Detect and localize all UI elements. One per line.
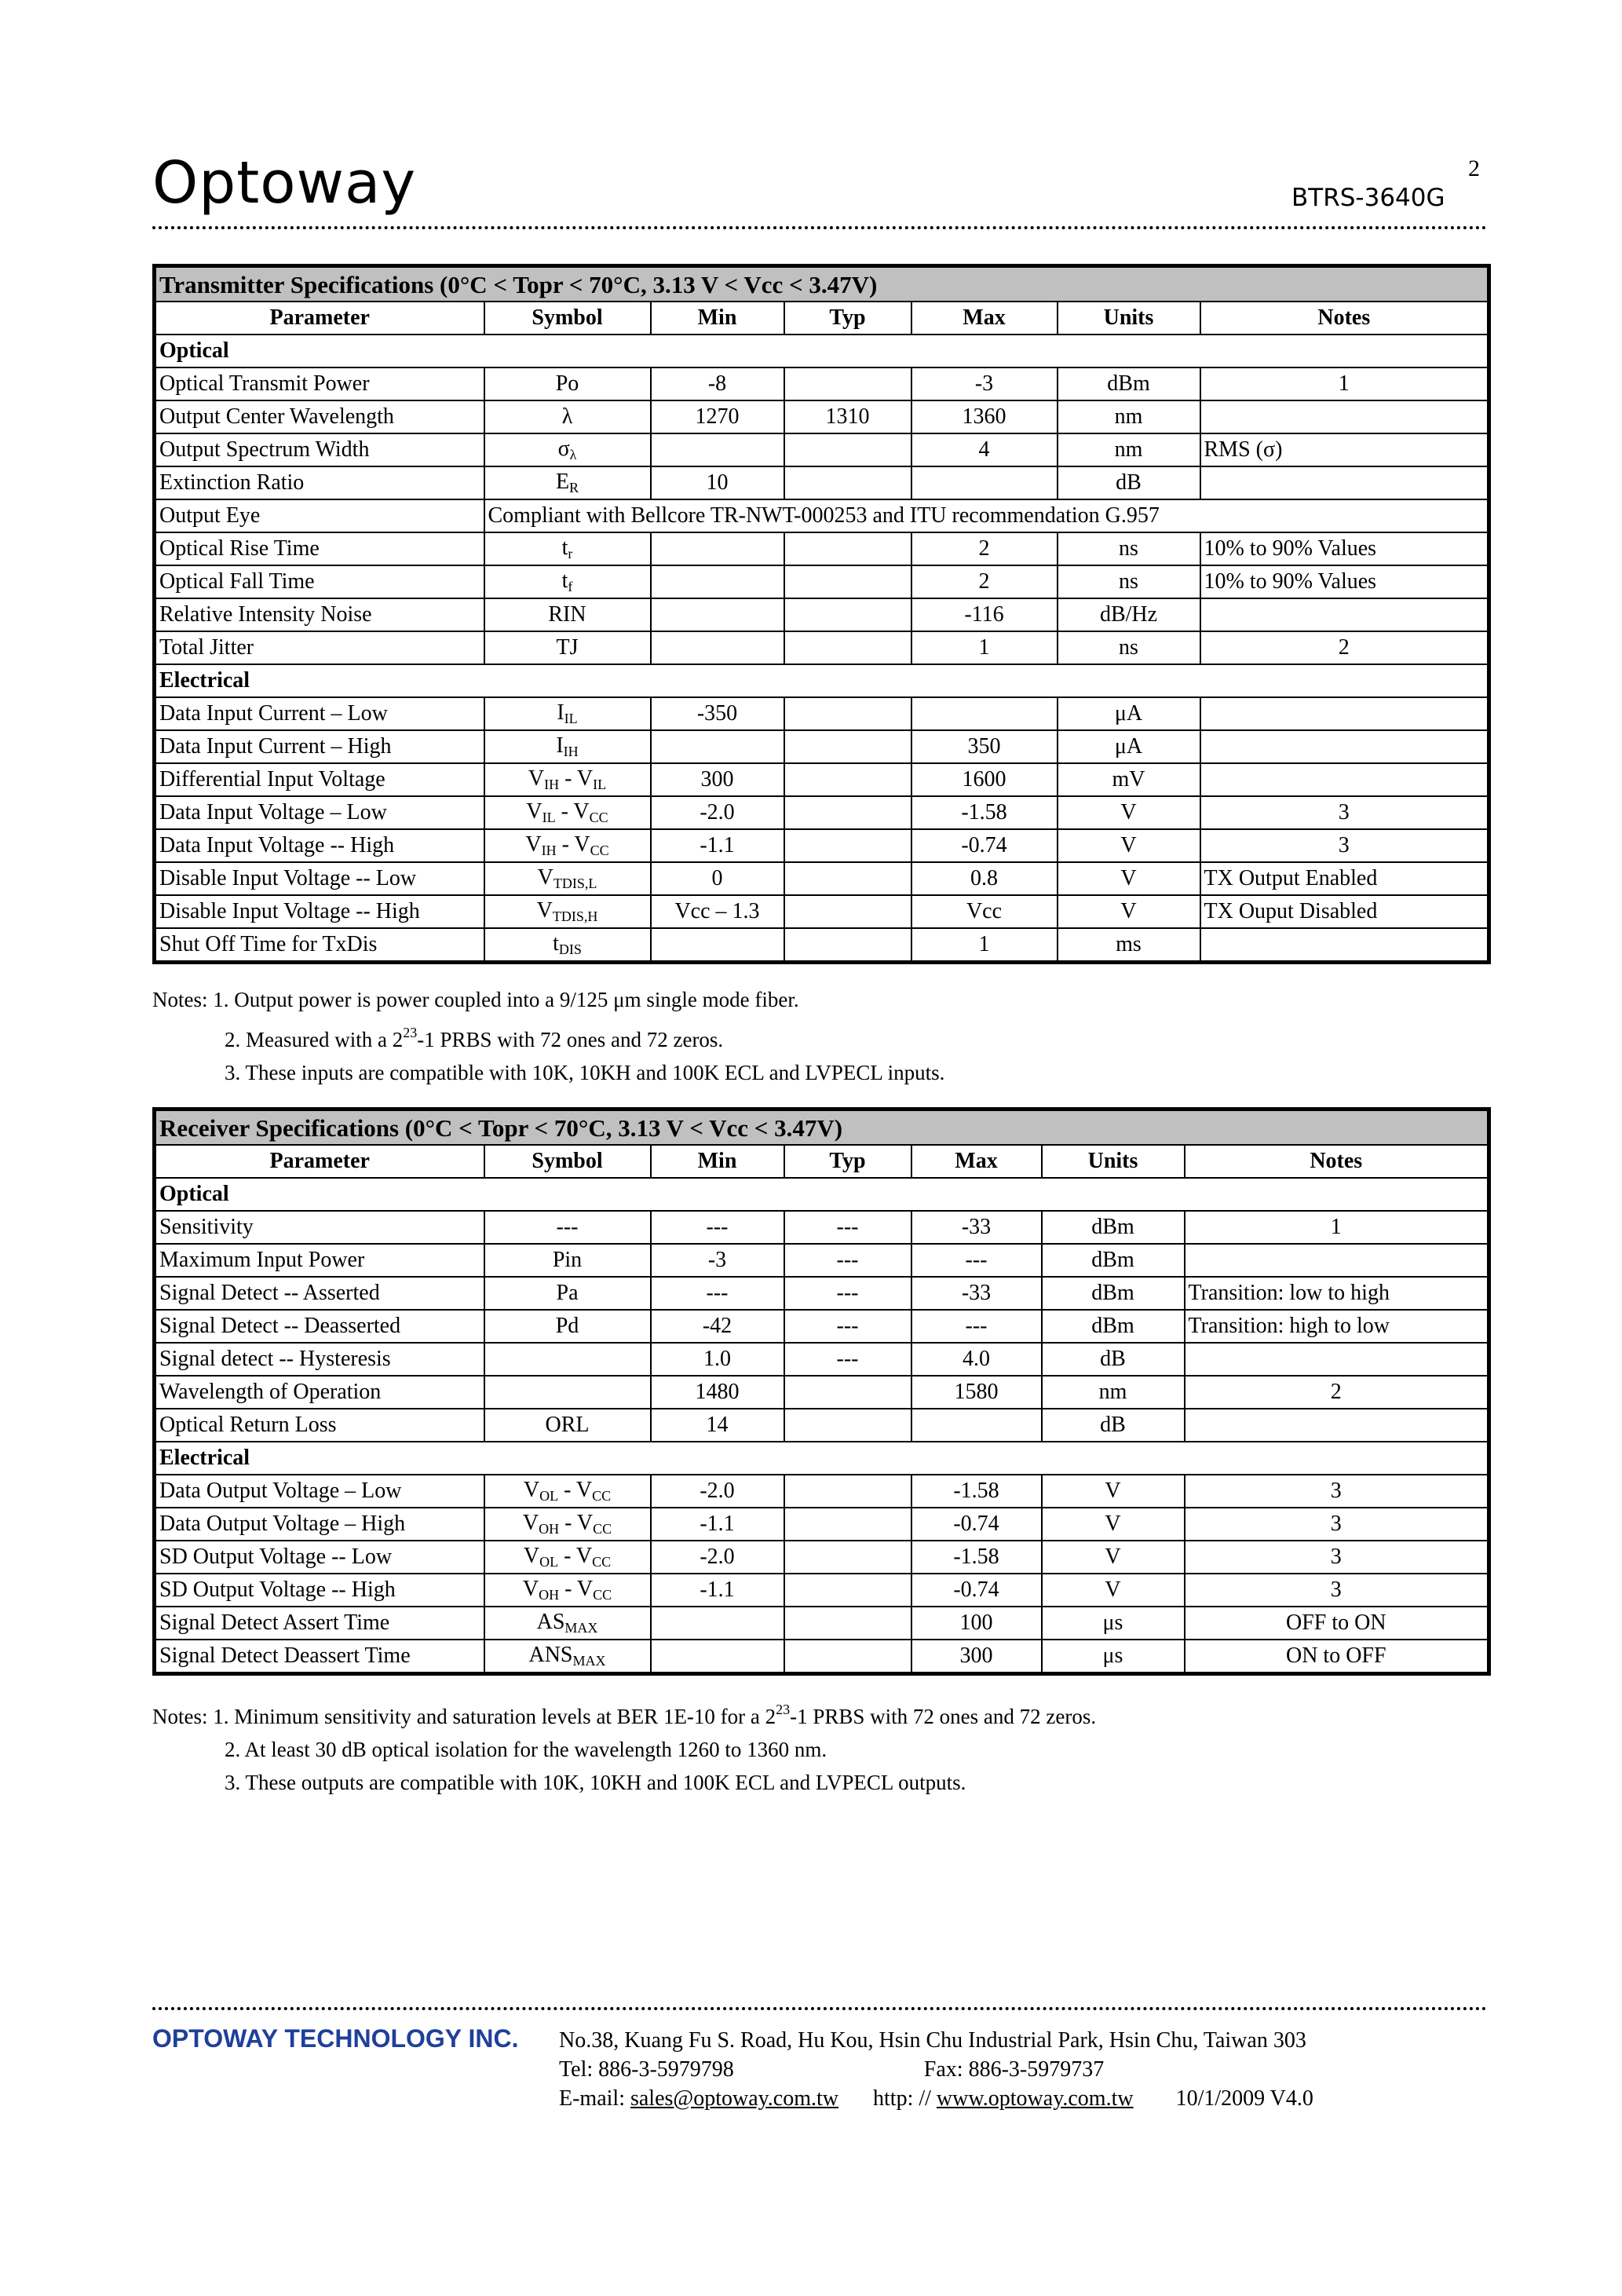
symbol-cell: $ANS_{MAX}$ xyxy=(484,1640,651,1674)
table-row xyxy=(155,1211,1489,1244)
parameter-cell: Shut Off Time for TxDis xyxy=(155,928,484,963)
column-header: Units xyxy=(1042,1145,1185,1178)
max-cell: -1.58 xyxy=(911,796,1058,829)
units-cell: ns xyxy=(1058,532,1200,565)
notes-cell: 3 xyxy=(1185,1475,1489,1508)
units-cell: ns xyxy=(1058,565,1200,598)
symbol-cell: $V_{IL} - V_{CC}$ xyxy=(484,796,651,829)
max-cell: 1360 xyxy=(911,400,1058,433)
parameter-cell: Maximum Input Power xyxy=(155,1244,484,1277)
section-label: Optical xyxy=(155,1178,1489,1211)
notes-cell: 2 xyxy=(1185,1376,1489,1409)
symbol-cell: Pa xyxy=(484,1277,651,1310)
table-row xyxy=(155,631,1489,664)
parameter-cell: Differential Input Voltage xyxy=(155,763,484,796)
units-cell: V xyxy=(1058,829,1200,862)
min-cell xyxy=(651,1640,784,1674)
symbol-cell: $V_{OH} - V_{CC}$ xyxy=(484,1508,651,1541)
units-cell: ms xyxy=(1058,928,1200,963)
min-cell xyxy=(651,631,784,664)
units-cell: V xyxy=(1058,796,1200,829)
column-header: Symbol xyxy=(484,302,651,335)
symbol-cell: $V_{OH} - V_{CC}$ xyxy=(484,1574,651,1607)
units-cell: V xyxy=(1042,1475,1185,1508)
min-cell xyxy=(651,532,784,565)
parameter-cell: Data Input Current – Low xyxy=(155,697,484,730)
column-header: Typ xyxy=(784,302,911,335)
notes-cell: ON to OFF xyxy=(1185,1640,1489,1674)
typ-cell xyxy=(784,895,911,928)
column-header: Min xyxy=(651,302,784,335)
units-cell: mV xyxy=(1058,763,1200,796)
symbol-cell: ORL xyxy=(484,1409,651,1442)
footer-tel: Tel: 886-3-5979798 xyxy=(559,2057,734,2082)
symbol-cell: $I_{IL}$ xyxy=(484,697,651,730)
table-row xyxy=(155,499,1489,532)
table-title: Transmitter Specifications (0°C < Topr < 70°C, 3.13 V < Vcc < 3.47V) xyxy=(155,266,1489,302)
min-cell xyxy=(651,565,784,598)
max-cell: -0.74 xyxy=(911,829,1058,862)
max-cell: -33 xyxy=(911,1277,1042,1310)
notes-cell xyxy=(1200,928,1489,963)
max-cell: 2 xyxy=(911,565,1058,598)
min-cell: 1270 xyxy=(651,400,784,433)
symbol-cell: $I_{IH}$ xyxy=(484,730,651,763)
notes-cell xyxy=(1200,598,1489,631)
typ-cell: --- xyxy=(784,1343,911,1376)
column-header: Parameter xyxy=(155,1145,484,1178)
parameter-cell: Extinction Ratio xyxy=(155,466,484,499)
symbol-cell: $V_{TDIS,L}$ xyxy=(484,862,651,895)
column-header: Notes xyxy=(1185,1145,1489,1178)
symbol-cell: $E_R$ xyxy=(484,466,651,499)
units-cell: V xyxy=(1058,895,1200,928)
column-header: Parameter xyxy=(155,302,484,335)
typ-cell xyxy=(784,1409,911,1442)
min-cell xyxy=(651,598,784,631)
table-row xyxy=(155,829,1489,862)
typ-cell xyxy=(784,928,911,963)
symbol-cell xyxy=(484,1376,651,1409)
min-cell: 14 xyxy=(651,1409,784,1442)
parameter-cell: Data Input Voltage -- High xyxy=(155,829,484,862)
footer-divider xyxy=(152,2007,1487,2010)
note-line: 2. Measured with a $2^{23}-1$ PRBS with 72 ones and 72 zeros. xyxy=(225,1025,724,1051)
header-divider xyxy=(152,226,1487,229)
parameter-cell: Signal Detect -- Asserted xyxy=(155,1277,484,1310)
units-cell: dBm xyxy=(1042,1310,1185,1343)
table-header-row xyxy=(155,302,1489,335)
notes-cell xyxy=(1185,1343,1489,1376)
parameter-cell: Relative Intensity Noise xyxy=(155,598,484,631)
column-header: Min xyxy=(651,1145,784,1178)
footer-company-name: OPTOWAY TECHNOLOGY INC. xyxy=(152,2024,519,2053)
column-header: Typ xyxy=(784,1145,911,1178)
max-cell: 2 xyxy=(911,532,1058,565)
typ-cell xyxy=(784,1640,911,1674)
table-row xyxy=(155,1475,1489,1508)
notes-cell: 2 xyxy=(1200,631,1489,664)
parameter-cell: Optical Fall Time xyxy=(155,565,484,598)
max-cell: Vcc xyxy=(911,895,1058,928)
section-label: Optical xyxy=(155,335,1489,367)
notes-cell: 10% to 90% Values xyxy=(1200,565,1489,598)
notes-cell: 10% to 90% Values xyxy=(1200,532,1489,565)
transmitter-spec-table xyxy=(152,264,1491,964)
units-cell: V xyxy=(1042,1541,1185,1574)
parameter-cell: Optical Rise Time xyxy=(155,532,484,565)
table-row xyxy=(155,1277,1489,1310)
note-line: Notes: 1. Minimum sensitivity and saturation levels at BER 1E-10 for a $2^{23}-1$ PRBS with 72 ones and 72 zeros. xyxy=(152,1702,1097,1728)
typ-cell xyxy=(784,1508,911,1541)
parameter-cell: Signal Detect Assert Time xyxy=(155,1607,484,1640)
footer-date-version: 10/1/2009 V4.0 xyxy=(1175,2086,1313,2111)
typ-cell xyxy=(784,1376,911,1409)
symbol-cell: $t_r$ xyxy=(484,532,651,565)
column-header: Symbol xyxy=(484,1145,651,1178)
parameter-cell: Total Jitter xyxy=(155,631,484,664)
notes-cell: OFF to ON xyxy=(1185,1607,1489,1640)
section-header-row xyxy=(155,335,1489,367)
max-cell: -116 xyxy=(911,598,1058,631)
symbol-cell: $V_{IH} - V_{CC}$ xyxy=(484,829,651,862)
symbol-cell: $t_{DIS}$ xyxy=(484,928,651,963)
units-cell: ns xyxy=(1058,631,1200,664)
table-row xyxy=(155,1376,1489,1409)
max-cell: 4 xyxy=(911,433,1058,466)
notes-cell xyxy=(1200,763,1489,796)
typ-cell xyxy=(784,466,911,499)
parameter-cell: Sensitivity xyxy=(155,1211,484,1244)
typ-cell xyxy=(784,1607,911,1640)
typ-cell xyxy=(784,565,911,598)
units-cell: nm xyxy=(1058,433,1200,466)
max-cell: 1 xyxy=(911,928,1058,963)
table-row xyxy=(155,1640,1489,1674)
notes-cell: RMS (σ) xyxy=(1200,433,1489,466)
notes-cell: 3 xyxy=(1185,1574,1489,1607)
receiver-notes xyxy=(152,1693,1096,1799)
parameter-cell: SD Output Voltage -- Low xyxy=(155,1541,484,1574)
min-cell: -1.1 xyxy=(651,1574,784,1607)
footer-address: No.38, Kuang Fu S. Road, Hu Kou, Hsin Chu Industrial Park, Hsin Chu, Taiwan 303 xyxy=(559,2028,1306,2053)
parameter-cell: Optical Transmit Power xyxy=(155,367,484,400)
table-row xyxy=(155,367,1489,400)
table-row xyxy=(155,1409,1489,1442)
parameter-cell: Output Center Wavelength xyxy=(155,400,484,433)
units-cell: μA xyxy=(1058,730,1200,763)
notes-cell xyxy=(1200,466,1489,499)
max-cell: -0.74 xyxy=(911,1574,1042,1607)
typ-cell: --- xyxy=(784,1310,911,1343)
max-cell: -33 xyxy=(911,1211,1042,1244)
notes-cell: TX Output Enabled xyxy=(1200,862,1489,895)
units-cell: dBm xyxy=(1058,367,1200,400)
parameter-cell: Signal detect -- Hysteresis xyxy=(155,1343,484,1376)
typ-cell xyxy=(784,763,911,796)
min-cell: -42 xyxy=(651,1310,784,1343)
min-cell xyxy=(651,928,784,963)
notes-cell xyxy=(1185,1409,1489,1442)
parameter-cell: Signal Detect Deassert Time xyxy=(155,1640,484,1674)
notes-cell: TX Ouput Disabled xyxy=(1200,895,1489,928)
units-cell: V xyxy=(1042,1574,1185,1607)
notes-cell: 3 xyxy=(1185,1541,1489,1574)
symbol-cell: Po xyxy=(484,367,651,400)
symbol-cell: $V_{OL} - V_{CC}$ xyxy=(484,1475,651,1508)
table-row xyxy=(155,532,1489,565)
symbol-cell: $\sigma_\lambda$ xyxy=(484,433,651,466)
note-line: 3. These inputs are compatible with 10K, 10KH and 100K ECL and LVPECL inputs. xyxy=(225,1061,945,1084)
max-cell: 4.0 xyxy=(911,1343,1042,1376)
units-cell: nm xyxy=(1058,400,1200,433)
note-line: 3. These outputs are compatible with 10K, 10KH and 100K ECL and LVPECL outputs. xyxy=(225,1771,966,1794)
table-row xyxy=(155,1310,1489,1343)
footer-fax: Fax: 886-3-5979737 xyxy=(923,2057,1105,2082)
symbol-cell: λ xyxy=(484,400,651,433)
min-cell: 10 xyxy=(651,466,784,499)
typ-cell xyxy=(784,433,911,466)
min-cell: Vcc – 1.3 xyxy=(651,895,784,928)
typ-cell xyxy=(784,1541,911,1574)
parameter-cell: Disable Input Voltage -- Low xyxy=(155,862,484,895)
parameter-cell: Signal Detect -- Deasserted xyxy=(155,1310,484,1343)
table-row xyxy=(155,598,1489,631)
parameter-cell: Optical Return Loss xyxy=(155,1409,484,1442)
symbol-cell: $AS_{MAX}$ xyxy=(484,1607,651,1640)
min-cell xyxy=(651,730,784,763)
footer-contact: No.38, Kuang Fu S. Road, Hu Kou, Hsin Chu Industrial Park, Hsin Chu, Taiwan 303 Tel: 886-3-5979798 Fax: 886-3-5979737 E-mail: sales@optoway.com.tw http: // www.optoway.com.tw 10/1/2009 V4.0 xyxy=(559,2026,1313,2113)
receiver-spec-table xyxy=(152,1107,1491,1676)
typ-cell xyxy=(784,730,911,763)
typ-cell xyxy=(784,1574,911,1607)
symbol-cell: RIN xyxy=(484,598,651,631)
column-header: Units xyxy=(1058,302,1200,335)
min-cell: 0 xyxy=(651,862,784,895)
symbol-cell: $V_{OL} - V_{CC}$ xyxy=(484,1541,651,1574)
notes-cell: 3 xyxy=(1185,1508,1489,1541)
max-cell: 300 xyxy=(911,1640,1042,1674)
max-cell: --- xyxy=(911,1310,1042,1343)
notes-cell xyxy=(1200,697,1489,730)
table-row xyxy=(155,1508,1489,1541)
min-cell: -1.1 xyxy=(651,829,784,862)
min-cell xyxy=(651,1607,784,1640)
parameter-cell: Output Eye xyxy=(155,499,484,532)
typ-cell xyxy=(784,532,911,565)
table-row xyxy=(155,862,1489,895)
typ-cell: 1310 xyxy=(784,400,911,433)
units-cell: μs xyxy=(1042,1640,1185,1674)
typ-cell xyxy=(784,829,911,862)
table-row xyxy=(155,1244,1489,1277)
table-row xyxy=(155,433,1489,466)
notes-cell: Transition: low to high xyxy=(1185,1277,1489,1310)
table-row xyxy=(155,565,1489,598)
min-cell xyxy=(651,433,784,466)
min-cell: -1.1 xyxy=(651,1508,784,1541)
symbol-cell: Pd xyxy=(484,1310,651,1343)
typ-cell xyxy=(784,631,911,664)
typ-cell xyxy=(784,1475,911,1508)
column-header: Notes xyxy=(1200,302,1489,335)
model-number: BTRS-3640G xyxy=(1291,184,1445,212)
min-cell: -3 xyxy=(651,1244,784,1277)
units-cell: dB xyxy=(1042,1409,1185,1442)
notes-cell: Transition: high to low xyxy=(1185,1310,1489,1343)
parameter-cell: Data Output Voltage – Low xyxy=(155,1475,484,1508)
max-cell: --- xyxy=(911,1244,1042,1277)
typ-cell xyxy=(784,697,911,730)
column-header: Max xyxy=(911,1145,1042,1178)
symbol-cell: $V_{TDIS,H}$ xyxy=(484,895,651,928)
min-cell: 1480 xyxy=(651,1376,784,1409)
max-cell: 1600 xyxy=(911,763,1058,796)
table-row xyxy=(155,1574,1489,1607)
email-link[interactable]: sales@optoway.com.tw xyxy=(630,2086,839,2111)
units-cell: dBm xyxy=(1042,1277,1185,1310)
units-cell: dB xyxy=(1058,466,1200,499)
min-cell: --- xyxy=(651,1211,784,1244)
units-cell: dB/Hz xyxy=(1058,598,1200,631)
min-cell: -2.0 xyxy=(651,796,784,829)
parameter-cell: Data Input Current – High xyxy=(155,730,484,763)
table-title: Receiver Specifications (0°C < Topr < 70°C, 3.13 V < Vcc < 3.47V) xyxy=(155,1110,1489,1146)
units-cell: V xyxy=(1058,862,1200,895)
min-cell: -2.0 xyxy=(651,1541,784,1574)
section-header-row xyxy=(155,1178,1489,1211)
units-cell: μA xyxy=(1058,697,1200,730)
max-cell: -0.74 xyxy=(911,1508,1042,1541)
page-number: 2 xyxy=(1468,155,1480,181)
typ-cell: --- xyxy=(784,1211,911,1244)
max-cell: 1 xyxy=(911,631,1058,664)
section-header-row xyxy=(155,664,1489,697)
min-cell: -350 xyxy=(651,697,784,730)
symbol-cell: Pin xyxy=(484,1244,651,1277)
min-cell: 300 xyxy=(651,763,784,796)
min-cell: -2.0 xyxy=(651,1475,784,1508)
parameter-cell: Output Spectrum Width xyxy=(155,433,484,466)
max-cell: -1.58 xyxy=(911,1475,1042,1508)
company-logo: Optoway xyxy=(152,149,417,217)
typ-cell xyxy=(784,367,911,400)
table-row xyxy=(155,730,1489,763)
units-cell: nm xyxy=(1042,1376,1185,1409)
typ-cell xyxy=(784,862,911,895)
symbol-cell: --- xyxy=(484,1211,651,1244)
table-row xyxy=(155,763,1489,796)
min-cell: --- xyxy=(651,1277,784,1310)
typ-cell xyxy=(784,598,911,631)
table-row xyxy=(155,928,1489,963)
table-row xyxy=(155,796,1489,829)
max-cell: -1.58 xyxy=(911,1541,1042,1574)
parameter-cell: SD Output Voltage -- High xyxy=(155,1574,484,1607)
website-link[interactable]: www.optoway.com.tw xyxy=(936,2086,1134,2111)
typ-cell: --- xyxy=(784,1244,911,1277)
table-row xyxy=(155,466,1489,499)
max-cell: 100 xyxy=(911,1607,1042,1640)
typ-cell xyxy=(784,796,911,829)
max-cell: 350 xyxy=(911,730,1058,763)
spanning-cell: Compliant with Bellcore TR-NWT-000253 and ITU recommendation G.957 xyxy=(484,499,1489,532)
units-cell: V xyxy=(1042,1508,1185,1541)
notes-cell: 3 xyxy=(1200,829,1489,862)
table-row xyxy=(155,1541,1489,1574)
parameter-cell: Disable Input Voltage -- High xyxy=(155,895,484,928)
notes-cell xyxy=(1200,730,1489,763)
section-label: Electrical xyxy=(155,664,1489,697)
max-cell: 1580 xyxy=(911,1376,1042,1409)
column-header: Max xyxy=(911,302,1058,335)
units-cell: μs xyxy=(1042,1607,1185,1640)
notes-cell: 3 xyxy=(1200,796,1489,829)
units-cell: dB xyxy=(1042,1343,1185,1376)
max-cell xyxy=(911,697,1058,730)
max-cell: -3 xyxy=(911,367,1058,400)
note-line: Notes: 1. Output power is power coupled into a 9/125 μm single mode fiber. xyxy=(152,988,799,1011)
typ-cell: --- xyxy=(784,1277,911,1310)
units-cell: dBm xyxy=(1042,1211,1185,1244)
notes-cell: 1 xyxy=(1200,367,1489,400)
symbol-cell: TJ xyxy=(484,631,651,664)
min-cell: -8 xyxy=(651,367,784,400)
table-row xyxy=(155,1607,1489,1640)
notes-cell: 1 xyxy=(1185,1211,1489,1244)
max-cell: 0.8 xyxy=(911,862,1058,895)
table-row xyxy=(155,400,1489,433)
table-row xyxy=(155,697,1489,730)
min-cell: 1.0 xyxy=(651,1343,784,1376)
symbol-cell: $V_{IH} - V_{IL}$ xyxy=(484,763,651,796)
symbol-cell: $t_f$ xyxy=(484,565,651,598)
units-cell: dBm xyxy=(1042,1244,1185,1277)
max-cell xyxy=(911,466,1058,499)
section-header-row xyxy=(155,1442,1489,1475)
section-label: Electrical xyxy=(155,1442,1489,1475)
parameter-cell: Wavelength of Operation xyxy=(155,1376,484,1409)
parameter-cell: Data Output Voltage – High xyxy=(155,1508,484,1541)
table-row xyxy=(155,1343,1489,1376)
symbol-cell xyxy=(484,1343,651,1376)
notes-cell xyxy=(1200,400,1489,433)
max-cell xyxy=(911,1409,1042,1442)
parameter-cell: Data Input Voltage – Low xyxy=(155,796,484,829)
table-row xyxy=(155,895,1489,928)
transmitter-notes xyxy=(152,983,944,1089)
note-line: 2. At least 30 dB optical isolation for the wavelength 1260 to 1360 nm. xyxy=(225,1738,827,1761)
notes-cell xyxy=(1185,1244,1489,1277)
table-header-row xyxy=(155,1145,1489,1178)
